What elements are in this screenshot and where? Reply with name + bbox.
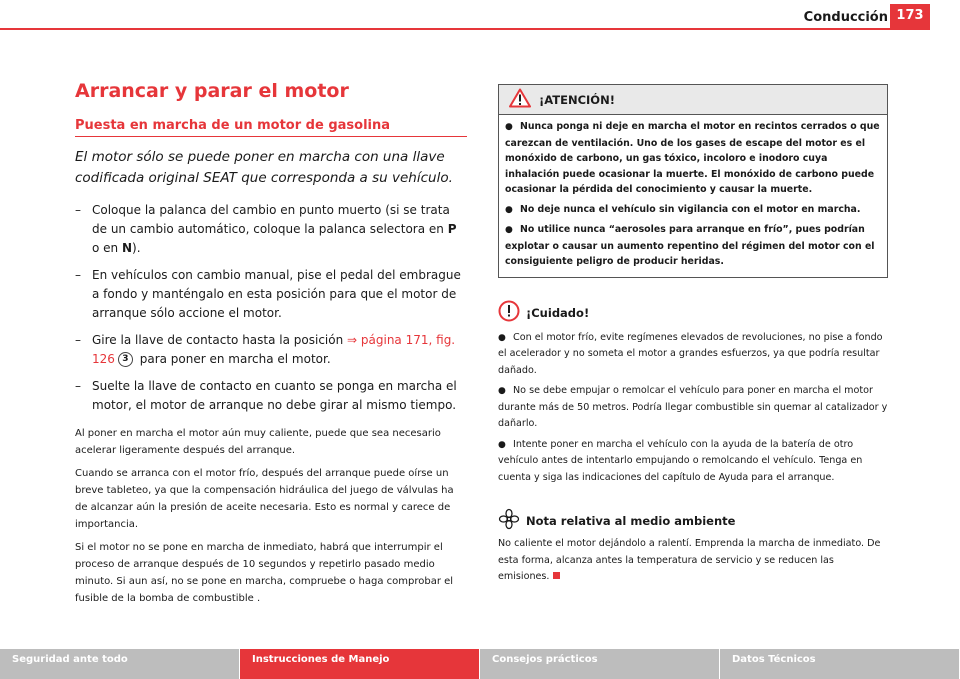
step-text: o en bbox=[92, 241, 122, 255]
side-column bbox=[498, 84, 888, 586]
intro-paragraph: El motor sólo se puede poner en marcha con una llave codificada original SEAT que corresponda a su vehículo. bbox=[75, 149, 453, 186]
environment-text-body: No caliente el motor dejándolo a ralentí. Emprenda la marcha de inmediato. De esta forma, alcanza antes la temperatura de servicio y se reducen las emisiones. bbox=[498, 538, 881, 582]
caution-header bbox=[498, 300, 888, 326]
chapter-title: Conducción bbox=[803, 10, 888, 25]
section-title: Arrancar y parar el motor bbox=[75, 80, 349, 102]
step-item bbox=[75, 377, 467, 415]
bullet-icon: ● bbox=[505, 225, 513, 235]
note-paragraph: Al poner en marcha el motor aún muy caliente, puede que sea necesario acelerar ligeramente después del arranque. bbox=[75, 428, 441, 456]
caution-item bbox=[498, 437, 888, 487]
step-text: ). bbox=[132, 241, 141, 255]
caution-item-text: No se debe empujar o remolcar el vehículo para poner en marcha el motor durante más de 50 metros. Podría llegar combustible sin quemar al catalizador y dañarlo. bbox=[498, 385, 888, 429]
warning-item-text: No utilice nunca “aerosoles para arranque en frío”, pues podrían explotar o causar un aumento repentino del régimen del motor con el consiguiente peligro de producir heridas. bbox=[505, 224, 875, 267]
warning-item-text: Nunca ponga ni deje en marcha el motor en recintos cerrados o que carezcan de ventilación. Uno de los gases de escape del motor es el monóxido de carbono, un gas tóxico, incoloro e inodoro cuya inhalación puede ocasionar la muerte. El monóxido de carbono puede ocasionar la pérdida del conocimiento y causar la muerte. bbox=[505, 121, 880, 195]
environment-title: Nota relativa al medio ambiente bbox=[526, 514, 736, 528]
bullet-icon: ● bbox=[505, 122, 513, 132]
step-text: Gire la llave de contacto hasta la posición bbox=[92, 333, 348, 347]
tab-technical-data[interactable]: Datos Técnicos bbox=[720, 649, 960, 679]
caution-item bbox=[498, 330, 888, 380]
main-column bbox=[75, 80, 467, 613]
bullet-icon: ● bbox=[498, 332, 506, 343]
bullet-icon: ● bbox=[505, 204, 513, 215]
warning-body bbox=[499, 115, 887, 277]
caution-item-text: Intente poner en marcha el vehículo con la ayuda de la batería de otro vehículo antes de intentarlo empujando o remolcando el vehículo. Tenga en cuenta y siga las indicaciones del capítulo de Ayuda para el arranque. bbox=[498, 438, 863, 483]
step-dash: – bbox=[75, 333, 81, 347]
subsection-title: Puesta en marcha de un motor de gasolina bbox=[75, 118, 467, 137]
position-3-marker: 3 bbox=[118, 352, 133, 367]
warning-item bbox=[505, 202, 881, 219]
warning-item bbox=[505, 222, 881, 270]
step-dash: – bbox=[75, 379, 81, 393]
bullet-icon: ● bbox=[498, 439, 506, 450]
caution-item-text: Con el motor frío, evite regímenes elevados de revoluciones, no pise a fondo el acelerador y no someta el motor a grandes esfuerzos, ya que podría resultar dañado. bbox=[498, 331, 883, 376]
step-item bbox=[75, 331, 467, 369]
caution-title: ¡Cuidado! bbox=[526, 305, 590, 320]
step-text: Suelte la llave de contacto en cuanto se ponga en marcha el motor, el motor de arranque no debe girar al mismo tiempo. bbox=[92, 379, 457, 412]
footer-nav bbox=[0, 649, 960, 679]
step-dash: – bbox=[75, 268, 81, 282]
page-reference-link[interactable]: ⇒ página 171, fig. 126 bbox=[92, 333, 456, 366]
step-item bbox=[75, 266, 467, 323]
tab-practical-tips[interactable]: Consejos prácticos bbox=[480, 649, 720, 679]
bullet-icon: ● bbox=[498, 386, 506, 396]
warning-header bbox=[499, 85, 887, 115]
tab-safety[interactable]: Seguridad ante todo bbox=[0, 649, 240, 679]
environment-section bbox=[498, 508, 888, 586]
page-number: 173 bbox=[890, 4, 930, 28]
environment-header bbox=[498, 508, 888, 534]
note-paragraph: Si el motor no se pone en marcha de inmediato, habrá que interrumpir el proceso de arranque después de 10 segundos y repetirlo pasado medio minuto. Si aun así, no se pone en marcha, compruebe o haga comprobar el fusible de la bomba de combustible . bbox=[75, 542, 454, 604]
step-text: para poner en marcha el motor. bbox=[135, 352, 331, 366]
warning-box bbox=[498, 84, 888, 278]
header-rule bbox=[0, 28, 930, 30]
caution-item bbox=[498, 383, 888, 433]
gear-n: N bbox=[121, 241, 133, 255]
warning-item bbox=[505, 119, 881, 198]
caution-section bbox=[498, 300, 888, 487]
step-text: Coloque la palanca del cambio en punto muerto (si se trata de un cambio automático, coloque la palanca selectora en bbox=[92, 203, 450, 236]
warning-item-text: No deje nunca el vehículo sin vigilancia con el motor en marcha. bbox=[520, 203, 861, 215]
warning-title: ¡ATENCIÓN! bbox=[539, 92, 615, 107]
flower-environment-icon bbox=[498, 508, 520, 534]
tab-operating-instructions[interactable]: Instrucciones de Manejo bbox=[240, 649, 480, 679]
page-header bbox=[0, 0, 960, 32]
section-end-marker bbox=[553, 572, 560, 579]
step-text: En vehículos con cambio manual, pise el pedal del embrague a fondo y manténgalo en esta posición para que el motor de arranque sólo accione el motor. bbox=[92, 268, 461, 320]
gear-p: P bbox=[447, 222, 457, 236]
caution-exclamation-icon bbox=[498, 300, 520, 326]
environment-text bbox=[498, 536, 888, 586]
step-item bbox=[75, 201, 467, 258]
note-paragraph: Cuando se arranca con el motor frío, después del arranque puede oírse un breve tableteo, ya que la compensación hidráulica del juego de válvulas ha de alcanzar aún la presión de aceite necesaria. Esto es normal y carece de importancia. bbox=[75, 468, 454, 530]
step-dash: – bbox=[75, 203, 81, 217]
warning-triangle-icon bbox=[509, 88, 531, 112]
